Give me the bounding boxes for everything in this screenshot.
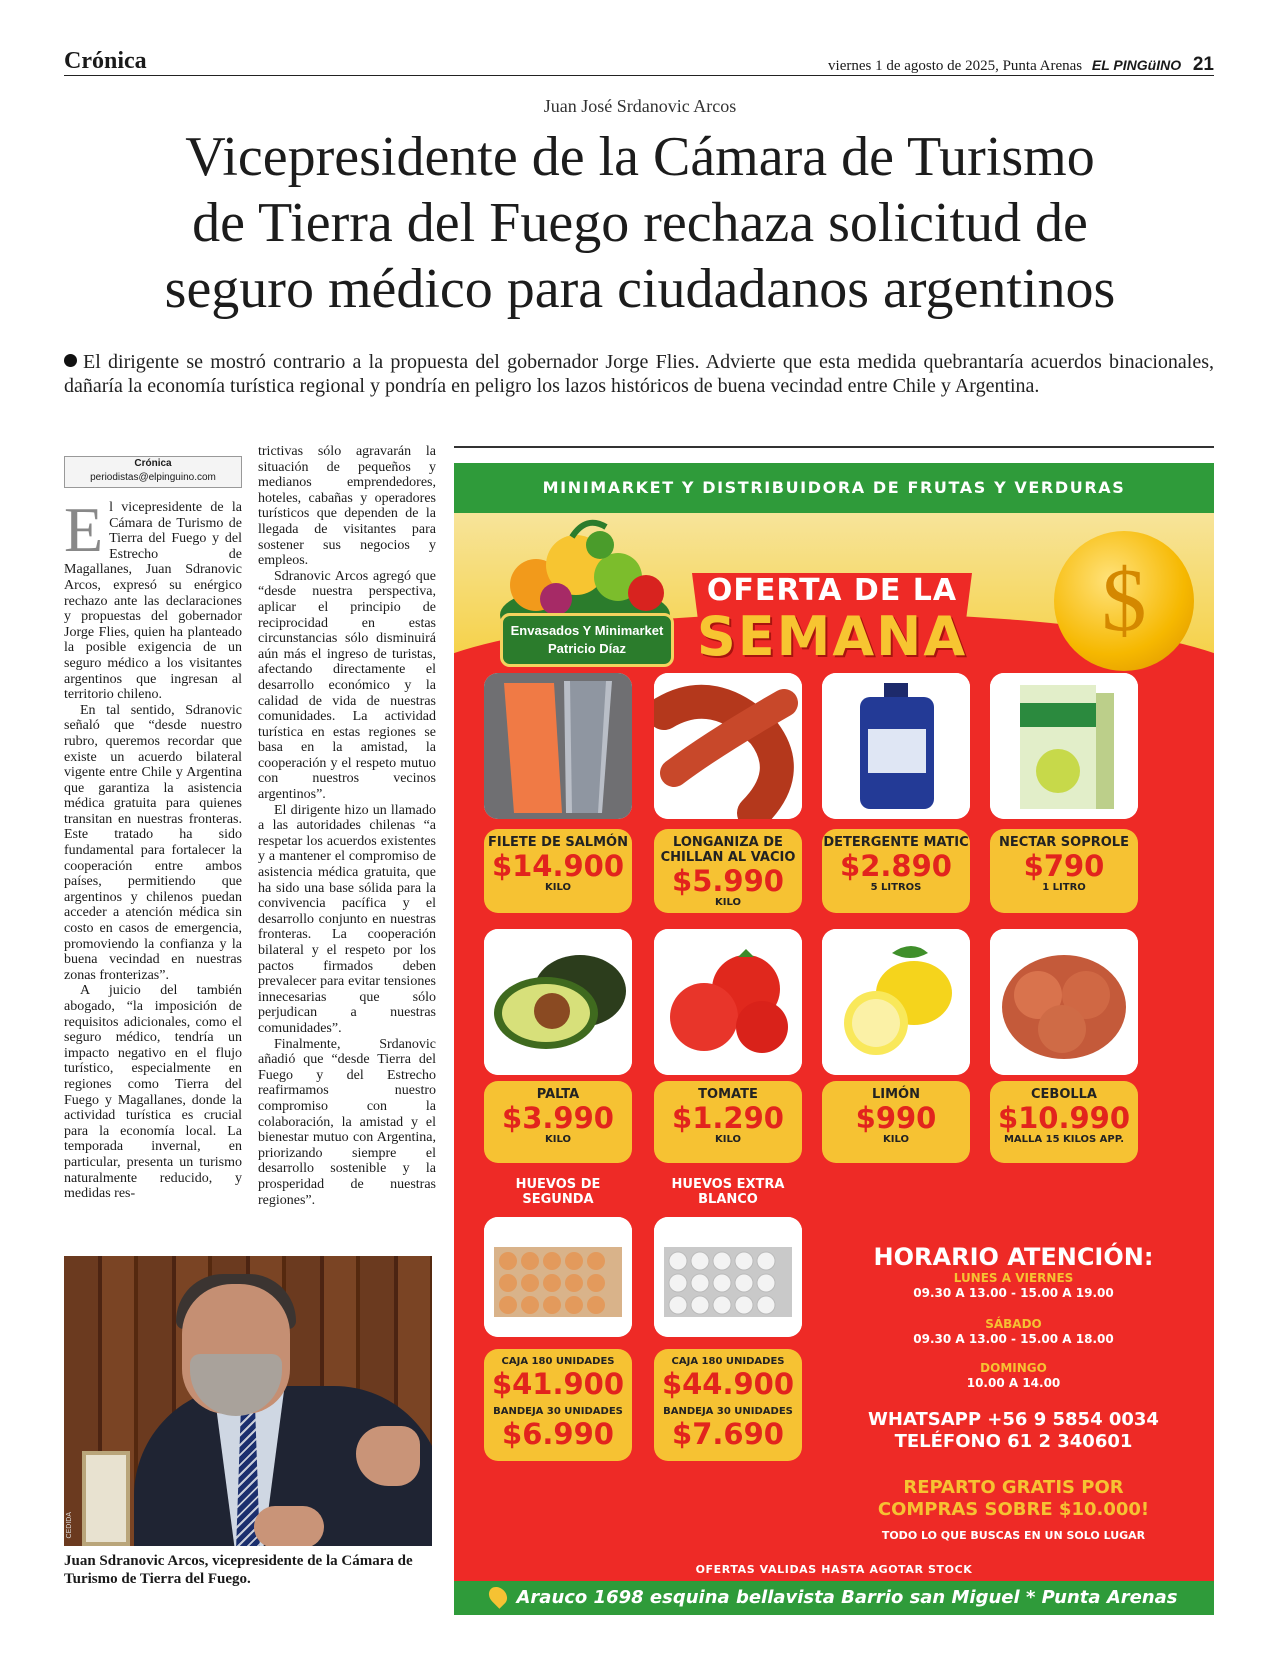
article-paragraph: El dirigente hizo un llamado a las autoridades chilenas “a respetar los acuerdos existentes y a mantener el compromiso de asistencia médica gratuita, que ha sido una base sólida para la convivencia pacífica y el desarrollo conjunto en nuestras fronteras. La cooperación bilateral y el respeto por los pactos firmados deben prevalecer para evitar tensiones innecesarias que sólo perjudican a nuestras comunidades”. — [258, 802, 436, 1036]
product-unit: 1 LITRO — [1042, 882, 1086, 893]
product-image — [484, 673, 632, 819]
store-address: Arauco 1698 esquina bellavista Barrio san Miguel * Punta Arenas — [516, 1587, 1178, 1608]
logo-line-1: Envasados Y Minimarket — [510, 623, 664, 638]
newspaper-logo: EL PINGüINO — [1091, 57, 1182, 73]
product-unit: KILO — [545, 882, 571, 893]
product-image — [484, 929, 632, 1075]
sausage-icon — [654, 673, 802, 819]
section-name: Crónica — [64, 48, 147, 74]
headline-line: Vicepresidente de la Cámara de Turismo — [185, 126, 1095, 188]
salmon-fillet-icon — [484, 673, 632, 819]
product-image — [990, 673, 1138, 819]
author-credit-box — [64, 456, 242, 488]
product-price: $14.900 — [491, 849, 625, 883]
photo-caption: Juan Sdranovic Arcos, vicepresidente de la Cámara de Turismo de Tierra del Fuego. — [64, 1553, 413, 1587]
dateline — [828, 54, 1214, 76]
product-image — [822, 673, 970, 819]
weekday-label: LUNES A VIERNES — [953, 1271, 1074, 1285]
lemon-icon — [822, 929, 970, 1075]
drop-cap: E — [64, 494, 104, 565]
location-pin-icon — [486, 1583, 511, 1608]
ad-top-rule — [454, 446, 1214, 448]
article-column-2 — [258, 444, 436, 1208]
product-name: NECTAR SOPROLE — [999, 835, 1129, 850]
product-name: TOMATE — [698, 1087, 758, 1102]
page-header — [64, 48, 1214, 76]
avocado-icon — [484, 929, 632, 1075]
slogan: TODO LO QUE BUSCAS EN UN SOLO LUGAR — [881, 1529, 1146, 1542]
onion-mesh-icon — [990, 929, 1138, 1075]
product-image — [654, 1217, 802, 1337]
semana-title: SEMANA — [696, 605, 968, 668]
price-tag — [654, 829, 802, 913]
tomato-icon — [654, 929, 802, 1075]
juice-box-icon — [990, 673, 1138, 819]
opening-hours — [826, 1243, 1201, 1391]
egg-price-tag — [484, 1349, 632, 1461]
price-tag — [990, 829, 1138, 913]
article-paragraph: A juicio del también abogado, “la imposición de requisitos adicionales, como el seguro médico, tendría un impacto negativo en el flujo turístico, especialmente en regiones como Tierra del Fuego y Magallanes, donde la actividad turística es crucial para la economía local. La temporada invernal, en particular, presenta un turismo naturalmente reducido, y medidas res- — [64, 983, 242, 1202]
bandeja-label: BANDEJA 30 UNIDADES — [663, 1406, 793, 1417]
phone-number: TELÉFONO 61 2 340601 — [894, 1431, 1133, 1452]
product-name: LIMÓN — [872, 1087, 920, 1102]
credit-section: Crónica — [134, 458, 172, 469]
page-number: 21 — [1192, 54, 1214, 75]
product-price: $3.990 — [502, 1101, 614, 1135]
gold-coin-icon: $ — [1054, 531, 1194, 671]
bandeja-label: BANDEJA 30 UNIDADES — [493, 1406, 623, 1417]
product-image — [822, 929, 970, 1075]
lead-text: El dirigente se mostró contrario a la propuesta del gobernador Jorge Flies. Advierte que esta medida quebrantaría acuerdos binacionales, dañaría la economía turística regional y pondría en peligro los lazos históricos de buena vecindad entre Chile y Argentina. — [64, 351, 1214, 397]
product-unit: KILO — [545, 1134, 571, 1145]
bandeja-price: $6.990 — [502, 1417, 614, 1451]
sunday-hours: 10.00 A 14.00 — [966, 1376, 1061, 1390]
oferta-title: OFERTA DE LA — [706, 573, 958, 608]
price-tag — [484, 1081, 632, 1163]
hours-title: HORARIO ATENCIÓN: — [873, 1243, 1154, 1271]
bandeja-price: $7.690 — [672, 1417, 784, 1451]
article-column-1 — [64, 494, 242, 1202]
offer-validity: OFERTAS VALIDAS HASTA AGOTAR STOCK — [695, 1563, 973, 1576]
product-price: $2.890 — [840, 849, 952, 883]
product-unit: KILO — [715, 897, 741, 908]
saturday-label: SÁBADO — [985, 1317, 1042, 1331]
caja-label: CAJA 180 UNIDADES — [501, 1356, 615, 1367]
article-paragraph: En tal sentido, Sdranovic señaló que “desde nuestro rubro, queremos recordar que existe un acuerdo bilateral vigente entre Chile y Argentina que garantiza la asistencia médica gratuita para quienes transitan en nuestras fronteras. Este tratado ha sido fundamental para fortalecer la cooperación entre ambos países, permitiendo que argentinos y chilenos puedan acceder a atención médica sin costo en casos de emergencia, promoviendo la confianza y la buena vecindad en nuestras zonas fronterizas”. — [64, 702, 242, 983]
credit-email: periodistas@elpinguino.com — [90, 472, 216, 483]
product-name: FILETE DE SALMÓN — [488, 835, 628, 850]
price-tag — [484, 829, 632, 913]
article-paragraph: Sdranovic Arcos agregó que “desde nuestra perspectiva, aplicar el principio de reciprocidad en estas circunstancias sólo disminuirá aún más el ingreso de turistas, afectando directamente el desarrollo económico y la calidad de vida de nuestras comunidades. La actividad turística en estas regiones se basa en la amistad, la cooperación y el respeto mutuo con nuestros vecinos argentinos”. — [258, 568, 436, 803]
headline-line: seguro médico para ciudadanos argentinos — [164, 258, 1116, 320]
product-unit: 5 LITROS — [870, 882, 922, 893]
product-image — [990, 929, 1138, 1075]
headline-line: de Tierra del Fuego rechaza solicitud de — [192, 192, 1088, 254]
price-tag — [654, 1081, 802, 1163]
product-name: DETERGENTE MATIC — [823, 835, 969, 850]
product-image — [484, 1217, 632, 1337]
article-paragraph: trictivas sólo agravarán la situación de pequeños y medianos emprendedores, hoteles, cabañas y operadores turísticos que dependen de la llegada de visitantes para sostener sus negocios y empleos. — [258, 444, 436, 569]
egg-price-tag — [654, 1349, 802, 1461]
product-name: PALTA — [536, 1087, 580, 1102]
detergent-bottle-icon — [822, 673, 970, 819]
product-image — [654, 673, 802, 819]
egg-title: HUEVOS DE SEGUNDA — [515, 1177, 601, 1207]
brown-eggs-icon — [484, 1217, 632, 1337]
delivery-offer: REPARTO GRATIS POR COMPRAS SOBRE $10.000! — [877, 1477, 1150, 1520]
portrait-photo — [64, 1256, 432, 1546]
article-paragraph: Finalmente, Srdanovic añadió que “desde Tierra del Fuego y del Estrecho reafirmamos nuestro compromiso con la colaboración, la amistad y el bienestar mutuo con Argentina, priorizando siempre el desarrollo sostenible y la prosperidad de nuestras regiones”. — [258, 1036, 436, 1208]
weekday-hours: 09.30 A 13.00 - 15.00 A 19.00 — [913, 1286, 1114, 1300]
product-name: CEBOLLA — [1030, 1087, 1097, 1102]
lead-paragraph — [64, 350, 1214, 398]
address-bar — [454, 1581, 1214, 1615]
advertisement — [454, 463, 1214, 1615]
byline: Juan José Srdanovic Arcos — [543, 96, 737, 116]
photo-credit: CEDIDA — [66, 1511, 73, 1538]
product-image — [654, 929, 802, 1075]
picture-frame — [82, 1451, 130, 1546]
product-price: $10.990 — [997, 1101, 1131, 1135]
whatsapp-number: WHATSAPP +56 9 5854 0034 — [868, 1409, 1159, 1430]
product-unit: MALLA 15 KILOS APP. — [1003, 1134, 1125, 1145]
price-tag — [990, 1081, 1138, 1163]
price-tag — [822, 1081, 970, 1163]
caja-price: $44.900 — [661, 1367, 795, 1401]
white-eggs-icon — [654, 1217, 802, 1337]
logo-line-2: Patricio Díaz — [547, 641, 627, 656]
product-price: $1.290 — [672, 1101, 784, 1135]
saturday-hours: 09.30 A 13.00 - 15.00 A 18.00 — [913, 1332, 1114, 1346]
ad-top-banner: MINIMARKET Y DISTRIBUIDORA DE FRUTAS Y VERDURAS — [454, 463, 1214, 513]
product-unit: KILO — [715, 1134, 741, 1145]
store-logo — [500, 613, 674, 667]
headline — [40, 124, 1240, 322]
bullet-icon — [64, 354, 77, 367]
product-price: $790 — [1023, 849, 1105, 883]
caja-price: $41.900 — [491, 1367, 625, 1401]
product-unit: KILO — [883, 1134, 909, 1145]
contact-info — [826, 1409, 1201, 1453]
price-tag — [822, 829, 970, 913]
raised-hand — [356, 1426, 420, 1486]
product-price: $5.990 — [672, 864, 784, 898]
article-paragraph: El vicepresidente de la Cámara de Turismo de Tierra del Fuego y del Estrecho de Magallanes, Juan Sdranovic Arcos, expresó su enérgico rechazo ante las declaraciones y propuestas del gobernador Jorge Flies, quien ha planteado la posible exigencia de un seguro médico a los visitantes argentinos que ingresan al territorio chileno. — [64, 494, 242, 703]
sunday-label: DOMINGO — [980, 1361, 1047, 1375]
product-name: LONGANIZA DE CHILLAN AL VACIO — [660, 835, 796, 865]
caja-label: CAJA 180 UNIDADES — [671, 1356, 785, 1367]
egg-title: HUEVOS EXTRA BLANCO — [671, 1177, 785, 1207]
product-price: $990 — [855, 1101, 937, 1135]
date-text: viernes 1 de agosto de 2025, Punta Arenas — [828, 58, 1083, 74]
